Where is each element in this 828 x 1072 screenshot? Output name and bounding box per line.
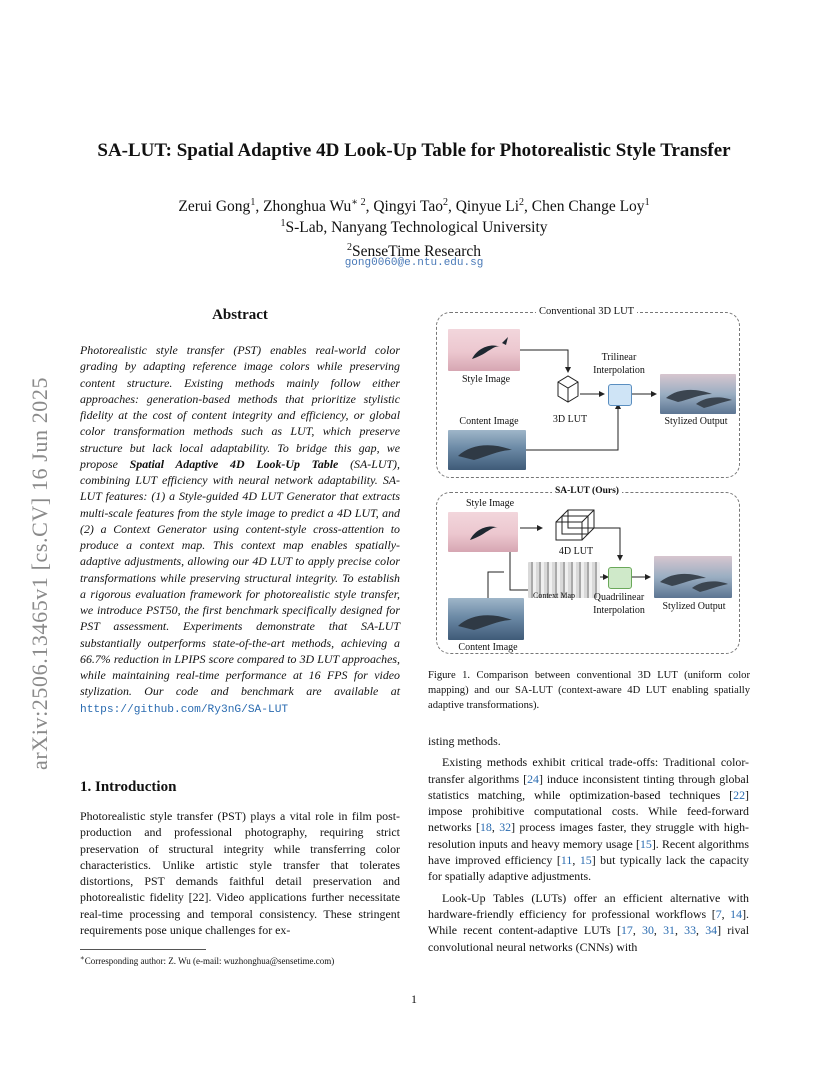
text: , [721,906,731,921]
author-list: Zerui Gong$^1$, Zhonghua $Wu^{∗ 2}$, Qingyi Tao$^2$, Qinyue Li$^2$, Chen Change Loy$^1$ [178,197,650,216]
lut3d-label: 3D LUT [552,414,588,425]
section-heading-introduction: 1. Introduction [80,779,177,795]
author-email[interactable]: gong0060@e.ntu.edu.sg [344,257,484,269]
author-affil-mark: 2 [519,197,525,208]
citation-link[interactable]: 31 [663,923,675,938]
citation-link[interactable]: 24 [527,771,539,786]
page-number: 1 [411,992,417,1006]
citation-link[interactable]: 32 [499,820,512,835]
stylized-output-thumb-top [660,374,736,414]
affil-mark: 1 [280,218,286,229]
affiliation-1 [0,214,828,238]
affil-mark: 2 [346,242,352,254]
text: , [696,923,706,938]
paper-title: SA-LUT: Spatial Adaptive 4D Look-Up Table for Photorealistic Style Transfer [97,140,731,161]
paragraph-tradeoffs [428,754,749,884]
style-image-thumb-bottom [448,512,518,552]
paragraph-luts [428,890,749,955]
abstract-text: (SA-LUT), combining LUT efficiency with neural network adaptability. SA-LUT features: (1) a Style-guided 4D LUT Generator that extracts multi-scale features from the style image to predict a 4D LUT, and (2) a Context Generator using content-style cross-attention to produce a context map. This context map enables spatially-adaptive adjustments, allowing our 4D LUT to apply precise color transformations while preserving structural integrity. To establish a rigorous evaluation framework for photorealistic style transfer, we introduce PST50, the first benchmark specifically designed for PST assessment. Experiments demonstrate that SA-LUT substantially outperforms state-of-the-art methods, achieving a 66.7% reduction in LPIPS score compared to 3D LUT approaches, while maintaining real-time performance at 16 FPS for video stylization. Our code and benchmark are available at [80,456,400,699]
affiliations [0,214,828,262]
text: ]. Recent algorithms have improved efficiency [ [428,836,749,868]
abstract-body [80,342,400,718]
dolphin-icon [448,598,524,640]
quadrilinear-label-2: Interpolation [593,605,645,616]
citation-link[interactable]: 34 [705,923,718,938]
text: ] induce inconsistent tinting through global statistics matching, while optimization-based techniques [ [428,771,749,802]
cube-icon [558,376,578,402]
footnote [80,952,420,967]
author-name: Qinyue Li [455,198,520,216]
quadrilinear-label-1: Quadrilinear [593,592,645,603]
quadrilinear-node [608,567,632,589]
citation-link[interactable]: 14 [730,906,743,921]
citation-link[interactable]: 30 [642,923,654,938]
citation-link[interactable]: 33 [684,923,697,938]
author-affil-mark: 2 [442,197,448,208]
abstract-text: Photorealistic style transfer (PST) enables real-world color grading by adapting reference image colors while preserving content structure. Existing methods mainly follow either approaches: generation-based methods that prioritize stylistic fidelity at the cost of content integrity and efficiency, or global color transformation methods such as LUT, which preserve structure but lack local adaptability. To bridge this gap, we propose [80,343,400,471]
text: ] rival convolutional neural networks (CNNs) with [428,923,750,954]
citation-link[interactable]: 15 [579,853,592,868]
stylized-output-thumb-bottom [654,556,732,598]
trilinear-node [608,384,632,406]
code-link[interactable]: https://github.com/Ry3nG/SA-LUT [80,703,289,716]
author-affil-mark: 1 [250,197,256,208]
lut4d-label: 4D LUT [558,546,594,557]
text: ]. While recent content-adaptive LUTs [ [428,906,749,938]
footnote-text: Corresponding author: Z. Wu (e-mail: wuzhonghua@sensetime.com) [84,956,335,966]
figure-caption: Figure 1. Comparison between conventional 3D LUT (uniform color mapping) and our SA-LUT (context-aware 4D LUT enabling spatially adaptive transformations). [428,670,750,711]
text: , [653,923,664,938]
citation-link[interactable]: 11 [560,853,573,868]
author-affil-mark: 1 [644,197,650,208]
stylized-output-label-bottom: Stylized Output [662,601,726,612]
whale-silhouette-icon [448,512,518,552]
content-image-label-bottom: Content Image [458,642,518,653]
citation-link[interactable]: 22 [733,787,746,802]
stylized-output-label-top: Stylized Output [664,416,728,427]
footnote-mark: ∗ [80,954,85,962]
text: Look-Up Tables (LUTs) offer an efficient alternative with hardware-friendly efficiency for professional workflows [ [428,890,749,921]
dolphins-icon [660,374,736,414]
author-name: Zerui Gong [178,198,251,216]
style-image-label-bottom: Style Image [465,498,515,509]
right-column-text [428,733,749,955]
figure-1 [428,302,748,662]
author-name: Qingyi Tao [373,198,443,216]
author-name: Zhonghua Wu [263,198,352,216]
text: , [491,820,500,835]
author-affil-mark: ∗ 2 [351,197,366,208]
text: ] but typically lack the capacity for spatially adaptive adjustments. [428,853,749,884]
affil-text: S-Lab, Nanyang Technological University [285,219,548,237]
intro-paragraph: Photorealistic style transfer (PST) plays a vital role in film post-production and professional photography, requiring strict preservation of structural integrity while transferring color characteristics. Unlike artistic style transfer that tolerates distortions, PST demands faithful detail preservation and photorealistic fidelity [22]. Video applications further necessitate real-time processing and temporal consistency. These stringent requirements pose unique challenges for ex- [80,809,400,938]
text: , [572,853,580,868]
citation-link[interactable]: 17 [620,923,633,938]
footnote-rule [80,949,206,950]
abstract-method-name: Spatial Adaptive 4D Look-Up Table [129,456,339,471]
arxiv-stamp: arXiv:2506.13465v1 [cs.CV] 16 Jun 2025 [27,376,52,770]
affil-text: SenseTime Research [351,243,481,261]
text: ] impose prohibitive computational costs. While feed-forward networks [ [428,787,749,835]
dolphins-icon [654,556,732,598]
context-map-label: Context Map [533,591,575,600]
trilinear-label-2: Interpolation [593,365,645,376]
trilinear-label-1: Trilinear [601,352,637,363]
content-image-thumb-bottom [448,598,524,640]
style-image-label: Style Image [461,374,511,385]
bottom-box-label: SA-LUT (Ours) [552,486,622,496]
paragraph-continued: isting methods. [428,734,501,748]
citation-link[interactable]: 7 [715,906,722,921]
citation-link[interactable]: 15 [639,836,652,851]
content-image-label: Content Image [459,416,519,427]
text: , [632,923,642,938]
text: ] process images faster, they struggle with high-resolution inputs and heavy memory usage [ [428,820,749,851]
citation-link[interactable]: 18 [479,820,492,835]
text: , [674,923,685,938]
abstract-heading: Abstract [212,307,268,323]
text: Existing methods exhibit critical trade-offs: Traditional color-transfer algorithms [ [428,755,749,786]
top-box-label: Conventional 3D LUT [536,306,637,317]
author-name: Chen Change Loy [531,198,645,216]
